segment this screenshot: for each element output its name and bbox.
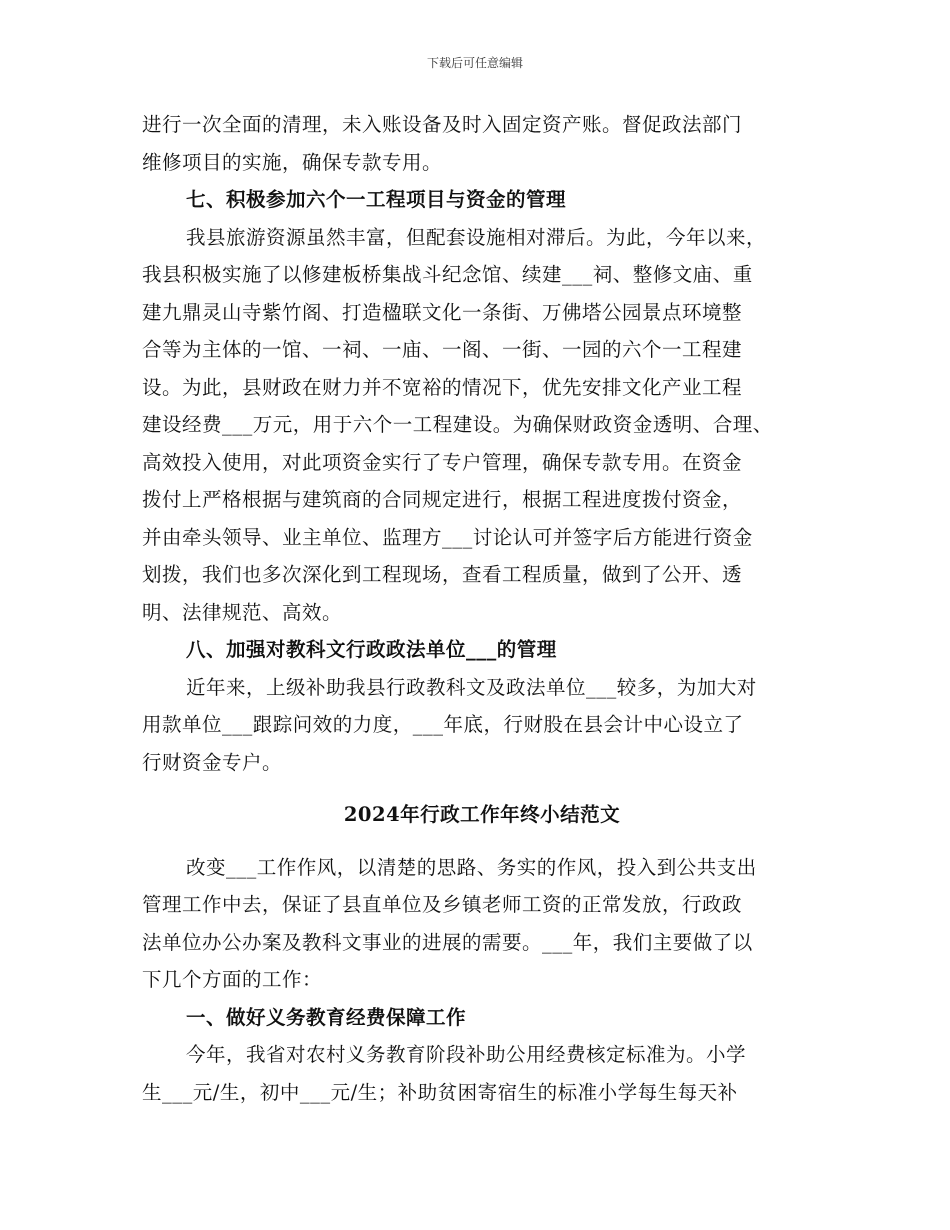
text-line: 近年来，上级补助我县行政教科文及政法单位___较多，为加大对	[186, 675, 757, 699]
paragraph-gap	[142, 781, 822, 796]
text-line: 法单位办公办案及教科文事业的进展的需要。___年，我们主要做了以	[142, 930, 753, 954]
text-line: 今年，我省对农村义务教育阶段补助公用经费核定标准为。小学	[186, 1043, 747, 1066]
text-line: 设。为此，县财政在财力并不宽裕的情况下，优先安排文化产业工程	[142, 375, 743, 399]
section-heading: 一、做好义务教育经费保障工作	[186, 1005, 467, 1029]
page-header-note: 下载后可任意编辑	[426, 56, 523, 70]
text-line: 建九鼎灵山寺紫竹阁、打造楹联文化一条街、万佛塔公园景点环境整	[142, 300, 743, 324]
document-body	[142, 106, 822, 1111]
text-line: 我县积极实施了以修建板桥集战斗纪念馆、续建___祠、整修文庙、重	[142, 263, 753, 286]
text-line: 合等为主体的一馆、一祠、一庙、一阁、一街、一园的六个一工程建	[142, 338, 743, 361]
text-line: 并由牵头领导、业主单位、监理方___讨论认可并签字后方能进行资金	[142, 525, 753, 549]
section-heading: 八、加强对教科文行政政法单位___的管理	[186, 638, 557, 661]
paragraph-gap	[142, 834, 822, 849]
text-line: 维修项目的实施，确保专款专用。	[142, 150, 443, 174]
text-line: 拨付上严格根据与建筑商的合同规定进行，根据工程进度拨付资金，	[142, 488, 743, 511]
text-line: 建设经费___万元，用于六个一工程建设。为确保财政资金透明、合理、	[142, 413, 773, 436]
text-line: 下几个方面的工作：	[142, 968, 323, 991]
document-title: 2024年行政工作年终小结范文	[343, 803, 621, 826]
section-heading: 七、积极参加六个一工程项目与资金的管理	[186, 188, 567, 211]
text-line: 管理工作中去，保证了县直单位及乡镇老师工资的正常发放，行政政	[142, 893, 743, 916]
text-line: 高效投入使用，对此项资金实行了专户管理，确保专款专用。在资金	[142, 450, 743, 474]
text-line: 划拨，我们也多次深化到工程现场，查看工程质量，做到了公开、透	[142, 563, 743, 586]
text-line: 我县旅游资源虽然丰富，但配套设施相对滞后。为此，今年以来，	[186, 225, 767, 249]
text-line: 用款单位___跟踪问效的力度，___年底，行财股在县会计中心设立了	[142, 713, 744, 736]
text-line: 生___元/生，初中___元/生；补助贫困寄宿生的标准小学每生每天补	[142, 1080, 738, 1104]
text-line: 进行一次全面的清理，未入账设备及时入固定资产账。督促政法部门	[142, 113, 743, 136]
text-line: 行财资金专户。	[142, 750, 283, 774]
text-line: 改变___工作作风，以清楚的思路、务实的作风，投入到公共支出	[186, 855, 757, 879]
text-line: 明、法律规范、高效。	[142, 600, 343, 624]
